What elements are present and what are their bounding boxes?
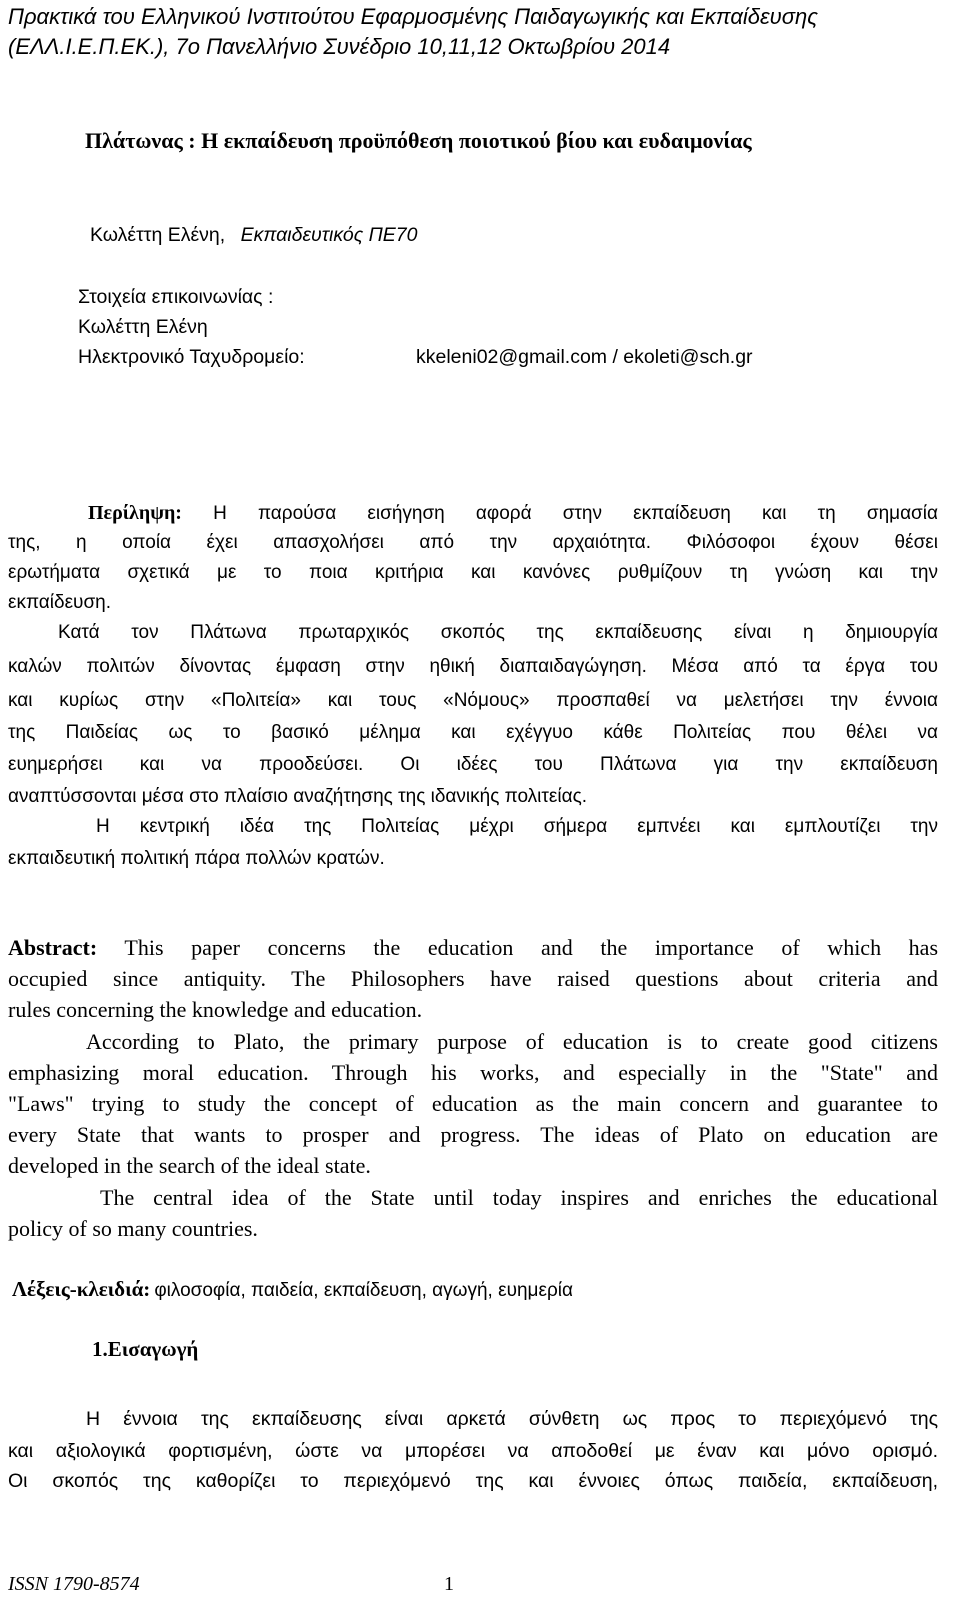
page-number: 1	[444, 1573, 454, 1595]
summary-line: ερωτήματα σχετικά με το ποια κριτήρια και κανόνες ρυθμίζουν τη γνώση και την	[8, 562, 938, 583]
keywords-line	[12, 1277, 573, 1302]
summary-label: Περίληψη:	[88, 502, 182, 524]
abstract-line: Abstract: This paper concerns the education and the importance of which has	[8, 935, 938, 960]
summary-line: της Παιδείας ως το βασικό μέλημα και εχέγγυο κάθε Πολιτείας που θέλει να	[8, 722, 938, 743]
abstract-line: emphasizing moral education. Through his works, and especially in the "State" and	[8, 1060, 938, 1085]
summary-line: Κατά τον Πλάτωνα πρωταρχικός σκοπός της εκπαίδευσης είναι η δημιουργία	[58, 622, 938, 643]
keywords-label: Λέξεις-κλειδιά:	[12, 1277, 151, 1301]
proceedings-header-line2: (ΕΛΛ.Ι.Ε.Π.ΕΚ.), 7ο Πανελλήνιο Συνέδριο 10,11,12 Οκτωβρίου 2014	[8, 34, 671, 59]
author-name: Κωλέττη Ελένη,	[90, 224, 226, 246]
intro-line: Οι σκοπός της καθορίζει το περιεχόμενό της και έννοιες όπως παιδεία, εκπαίδευση,	[8, 1470, 938, 1492]
keywords-value: φιλοσοφία, παιδεία, εκπαίδευση, αγωγή, ευημερία	[154, 1280, 573, 1301]
summary-line: εκπαίδευση.	[8, 592, 112, 613]
abstract-line: occupied since antiquity. The Philosophers have raised questions about criteria and	[8, 966, 938, 991]
issn-footer: ISSN 1790-8574	[8, 1573, 140, 1595]
summary-line: καλών πολιτών δίνοντας έμφαση στην ηθική διαπαιδαγώγηση. Μέσα από τα έργα του	[8, 656, 938, 677]
summary-line: Περίληψη: Η παρούσα εισήγηση αφορά στην εκπαίδευση και τη σημασία	[88, 502, 938, 524]
abstract-line: rules concerning the knowledge and education.	[8, 997, 423, 1022]
proceedings-header-line1: Πρακτικά του Ελληνικού Ινστιτούτου Εφαρμοσμένης Παιδαγωγικής και Εκπαίδευσης	[8, 4, 818, 29]
abstract-line: The central idea of the State until today inspires and enriches the educational	[100, 1185, 938, 1210]
contact-heading: Στοιχεία επικοινωνίας :	[78, 286, 274, 308]
abstract-line: every State that wants to prosper and progress. The ideas of Plato on education are	[8, 1122, 938, 1147]
abstract-line: According to Plato, the primary purpose of education is to create good citizens	[86, 1029, 938, 1054]
abstract-label: Abstract:	[8, 935, 98, 960]
intro-line: και αξιολογικά φορτισμένη, ώστε να μπορέσει να αποδοθεί με έναν και μόνο ορισμό.	[8, 1440, 938, 1462]
summary-line: της, η οποία έχει απασχολήσει από την αρχαιότητα. Φιλόσοφοι έχουν θέσει	[8, 532, 938, 553]
abstract-line: "Laws" trying to study the concept of education as the main concern and guarantee to	[8, 1091, 938, 1116]
author-line	[90, 224, 417, 247]
intro-line: Η έννοια της εκπαίδευσης είναι αρκετά σύνθετη ως προς το περιεχόμενό της	[86, 1408, 938, 1430]
summary-line: και κυρίως στην «Πολιτεία» και τους «Νόμους» προσπαθεί να μελετήσει την έννοια	[8, 690, 938, 711]
abstract-line: policy of so many countries.	[8, 1216, 258, 1241]
summary-line: αναπτύσσονται μέσα στο πλαίσιο αναζήτησης της ιδανικής πολιτείας.	[8, 786, 588, 807]
contact-email-value: kkeleni02@gmail.com / ekoleti@sch.gr	[416, 346, 753, 368]
summary-line: Η κεντρική ιδέα της Πολιτείας μέχρι σήμερα εμπνέει και εμπλουτίζει την	[96, 816, 938, 837]
abstract-line: developed in the search of the ideal state.	[8, 1153, 371, 1178]
summary-line: ευημερήσει και να προοδεύσει. Οι ιδέες του Πλάτωνα για την εκπαίδευση	[8, 754, 938, 775]
contact-name: Κωλέττη Ελένη	[78, 316, 208, 338]
author-role: Εκπαιδευτικός ΠΕ70	[240, 224, 418, 246]
section-heading: 1.Εισαγωγή	[92, 1337, 199, 1361]
paper-title: Πλάτωνας : Η εκπαίδευση προϋπόθεση ποιοτικού βίου και ευδαιμονίας	[85, 128, 752, 153]
summary-line: εκπαιδευτική πολιτική πάρα πολλών κρατών.	[8, 848, 385, 869]
contact-email-label: Ηλεκτρονικό Ταχυδρομείο:	[78, 346, 305, 368]
